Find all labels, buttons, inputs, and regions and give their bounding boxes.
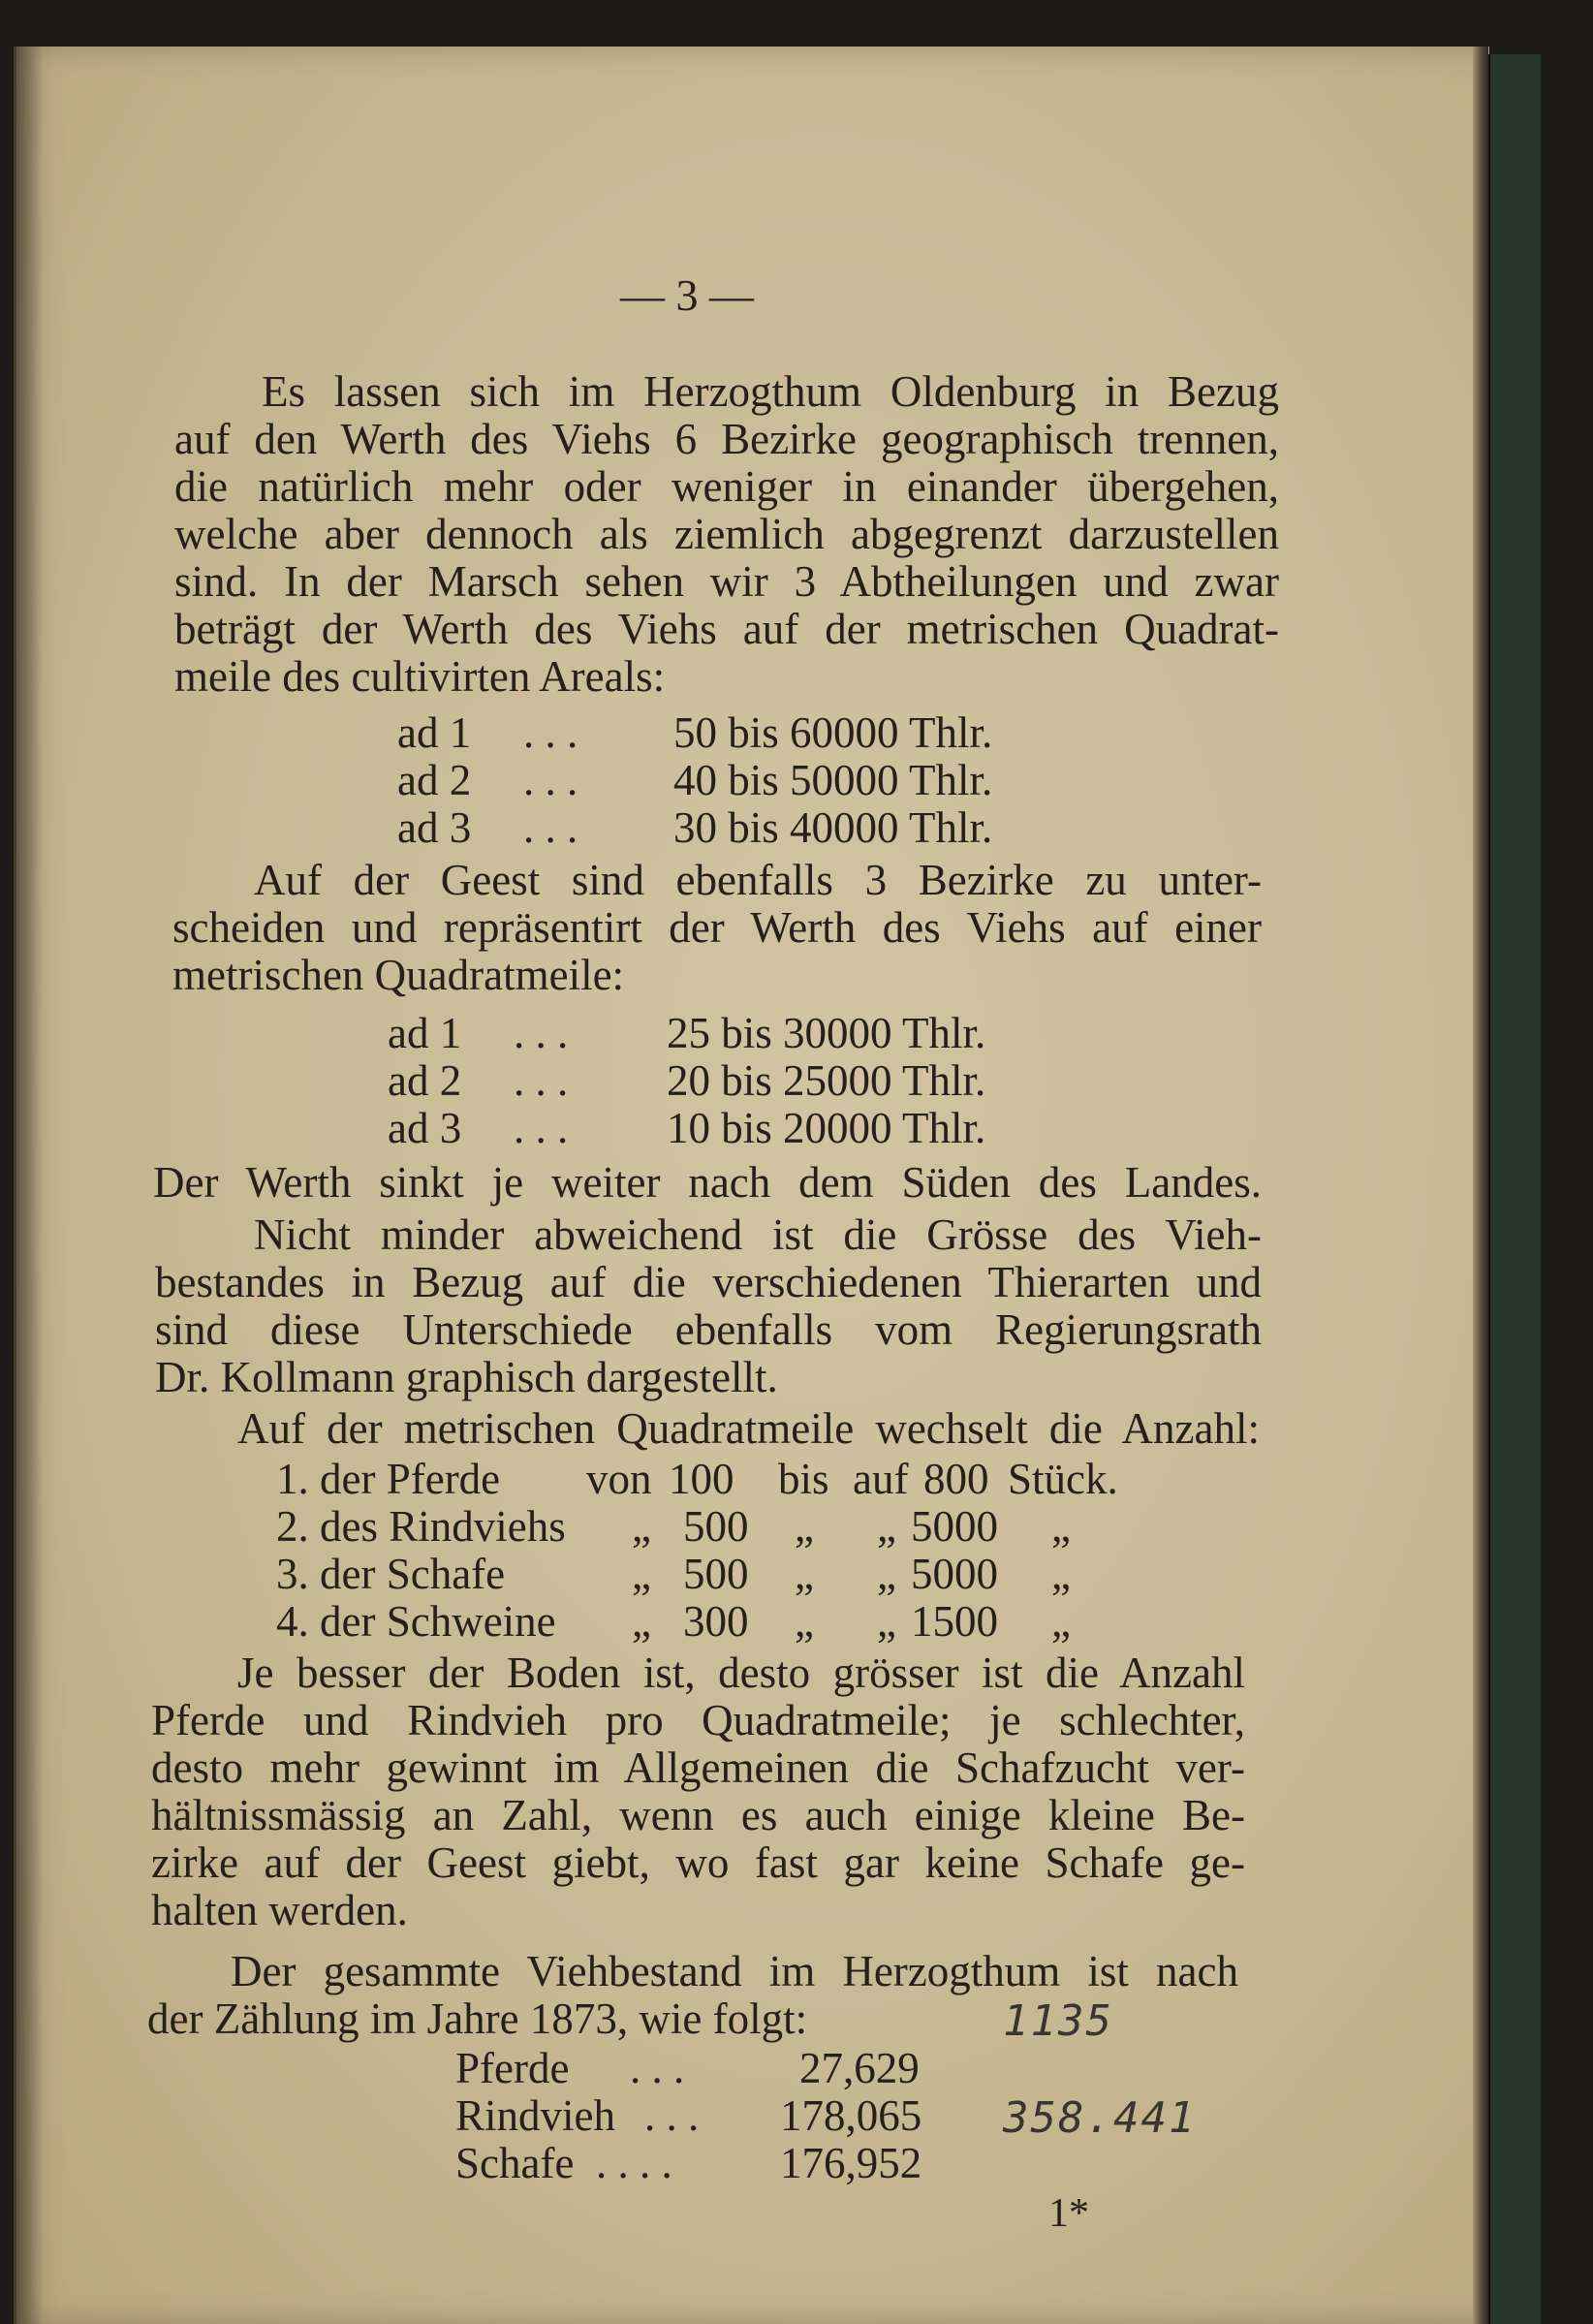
row-label: ad 1 [388, 1009, 462, 1057]
unit: Stück. [1008, 1455, 1118, 1503]
from-word: „ [632, 1502, 651, 1551]
text-line: hältnissmässig an Zahl, wenn es auch einige kleine Be- [151, 1791, 1245, 1839]
text-line: meile des cultivirten Areals: [174, 652, 666, 701]
text-line: beträgt der Werth des Viehs auf der metrischen Quadrat- [174, 605, 1279, 653]
total-value: 176,952 [780, 2139, 922, 2187]
total-dots: . . . [644, 2091, 700, 2140]
text-line: welche aber dennoch als ziemlich abgegrenzt darzustellen [174, 510, 1279, 558]
text-line: metrischen Quadratmeile: [172, 951, 625, 999]
to-word: „ [877, 1597, 896, 1646]
total-dots: . . . . [596, 2139, 672, 2187]
bis-word: „ [795, 1502, 814, 1551]
text-line: Der gesammte Viehbestand im Herzogthum ist nach [231, 1947, 1238, 1995]
animal-name: 2. des Rindviehs [276, 1502, 566, 1551]
row-dots: . . . [514, 1104, 569, 1152]
to-value: 800 [923, 1455, 989, 1503]
from-value: 500 [683, 1502, 749, 1551]
text-line: auf den Werth des Viehs 6 Bezirke geographisch trennen, [174, 415, 1279, 463]
to-word: „ [877, 1550, 896, 1598]
row-dots: . . . [514, 1009, 569, 1057]
handwritten-annotation: 358.441 [1003, 2093, 1197, 2143]
text-line: scheiden und repräsentirt der Werth des Viehs auf einer [172, 903, 1262, 952]
total-dots: . . . [630, 2044, 685, 2092]
from-word: „ [632, 1550, 651, 1598]
bis-word: „ [795, 1550, 814, 1598]
text-line: halten werden. [151, 1886, 408, 1934]
row-value: 40 bis 50000 Thlr. [673, 756, 993, 804]
row-label: ad 3 [397, 803, 472, 852]
to-word: „ [877, 1502, 896, 1551]
text-line: zirke auf der Geest giebt, wo fast gar keine Schafe ge- [151, 1838, 1245, 1887]
total-value: 178,065 [780, 2091, 922, 2140]
row-label: ad 2 [388, 1056, 462, 1105]
row-value: 25 bis 30000 Thlr. [667, 1009, 986, 1057]
to-value: 5000 [911, 1550, 998, 1598]
from-word: von [586, 1455, 652, 1503]
text-line: Dr. Kollmann graphisch dargestellt. [155, 1353, 778, 1401]
row-dots: . . . [514, 1056, 569, 1105]
row-dots: . . . [523, 803, 578, 852]
signature-mark: 1* [1048, 2191, 1089, 2236]
unit: „ [1051, 1550, 1071, 1598]
from-value: 100 [669, 1455, 734, 1503]
text-line: Es lassen sich im Herzogthum Oldenburg in Bezug [262, 367, 1279, 416]
row-value: 30 bis 40000 Thlr. [673, 803, 993, 852]
row-label: ad 2 [397, 756, 472, 804]
total-value: 27,629 [799, 2044, 920, 2092]
text-line: sind. In der Marsch sehen wir 3 Abtheilungen und zwar [174, 557, 1279, 606]
animal-name: 4. der Schweine [276, 1597, 556, 1646]
row-dots: . . . [523, 708, 578, 757]
total-name: Schafe [455, 2139, 575, 2187]
row-dots: . . . [523, 756, 578, 804]
handwritten-annotation: 1135 [1003, 1996, 1113, 2046]
page-edge [1473, 47, 1488, 2324]
text-line: Pferde und Rindvieh pro Quadratmeile; je schlechter, [151, 1696, 1245, 1744]
text-line: Je besser der Boden ist, desto grösser ist die Anzahl [237, 1649, 1245, 1697]
text-line: sind diese Unterschiede ebenfalls vom Regierungsrath [155, 1305, 1262, 1354]
row-value: 50 bis 60000 Thlr. [673, 708, 993, 757]
row-value: 10 bis 20000 Thlr. [667, 1104, 986, 1152]
to-value: 5000 [911, 1502, 998, 1551]
text-line: desto mehr gewinnt im Allgemeinen die Schafzucht ver- [151, 1743, 1245, 1792]
book-cover-edge [1488, 54, 1541, 2324]
unit: „ [1051, 1502, 1071, 1551]
bis-word: „ [795, 1597, 814, 1646]
from-word: „ [632, 1597, 651, 1646]
page-gutter-shadow [14, 47, 43, 2324]
animal-name: 1. der Pferde [276, 1455, 501, 1503]
bis-word: bis [778, 1455, 829, 1503]
total-name: Pferde [455, 2044, 570, 2092]
row-label: ad 3 [388, 1104, 462, 1152]
from-value: 500 [683, 1550, 749, 1598]
animal-name: 3. der Schafe [276, 1550, 506, 1598]
page-number: — 3 — [620, 270, 754, 320]
to-value: 1500 [911, 1597, 998, 1646]
row-label: ad 1 [397, 708, 472, 757]
text-line: der Zählung im Jahre 1873, wie folgt: [147, 1994, 808, 2043]
text-line: die natürlich mehr oder weniger in einander übergehen, [174, 462, 1279, 511]
from-value: 300 [683, 1597, 749, 1646]
text-line: bestandes in Bezug auf die verschiedenen Thierarten und [155, 1258, 1262, 1306]
unit: „ [1051, 1597, 1071, 1646]
row-value: 20 bis 25000 Thlr. [667, 1056, 986, 1105]
to-word: auf [853, 1455, 909, 1503]
total-name: Rindvieh [455, 2091, 615, 2140]
text-line: Auf der Geest sind ebenfalls 3 Bezirke zu unter- [254, 856, 1262, 904]
paragraph-3: Der Werth sinkt je weiter nach dem Süden des Landes. [153, 1158, 1262, 1207]
paragraph-5: Auf der metrischen Quadratmeile wechselt die Anzahl: [237, 1404, 1260, 1453]
text-line: Nicht minder abweichend ist die Grösse des Vieh- [254, 1210, 1262, 1259]
